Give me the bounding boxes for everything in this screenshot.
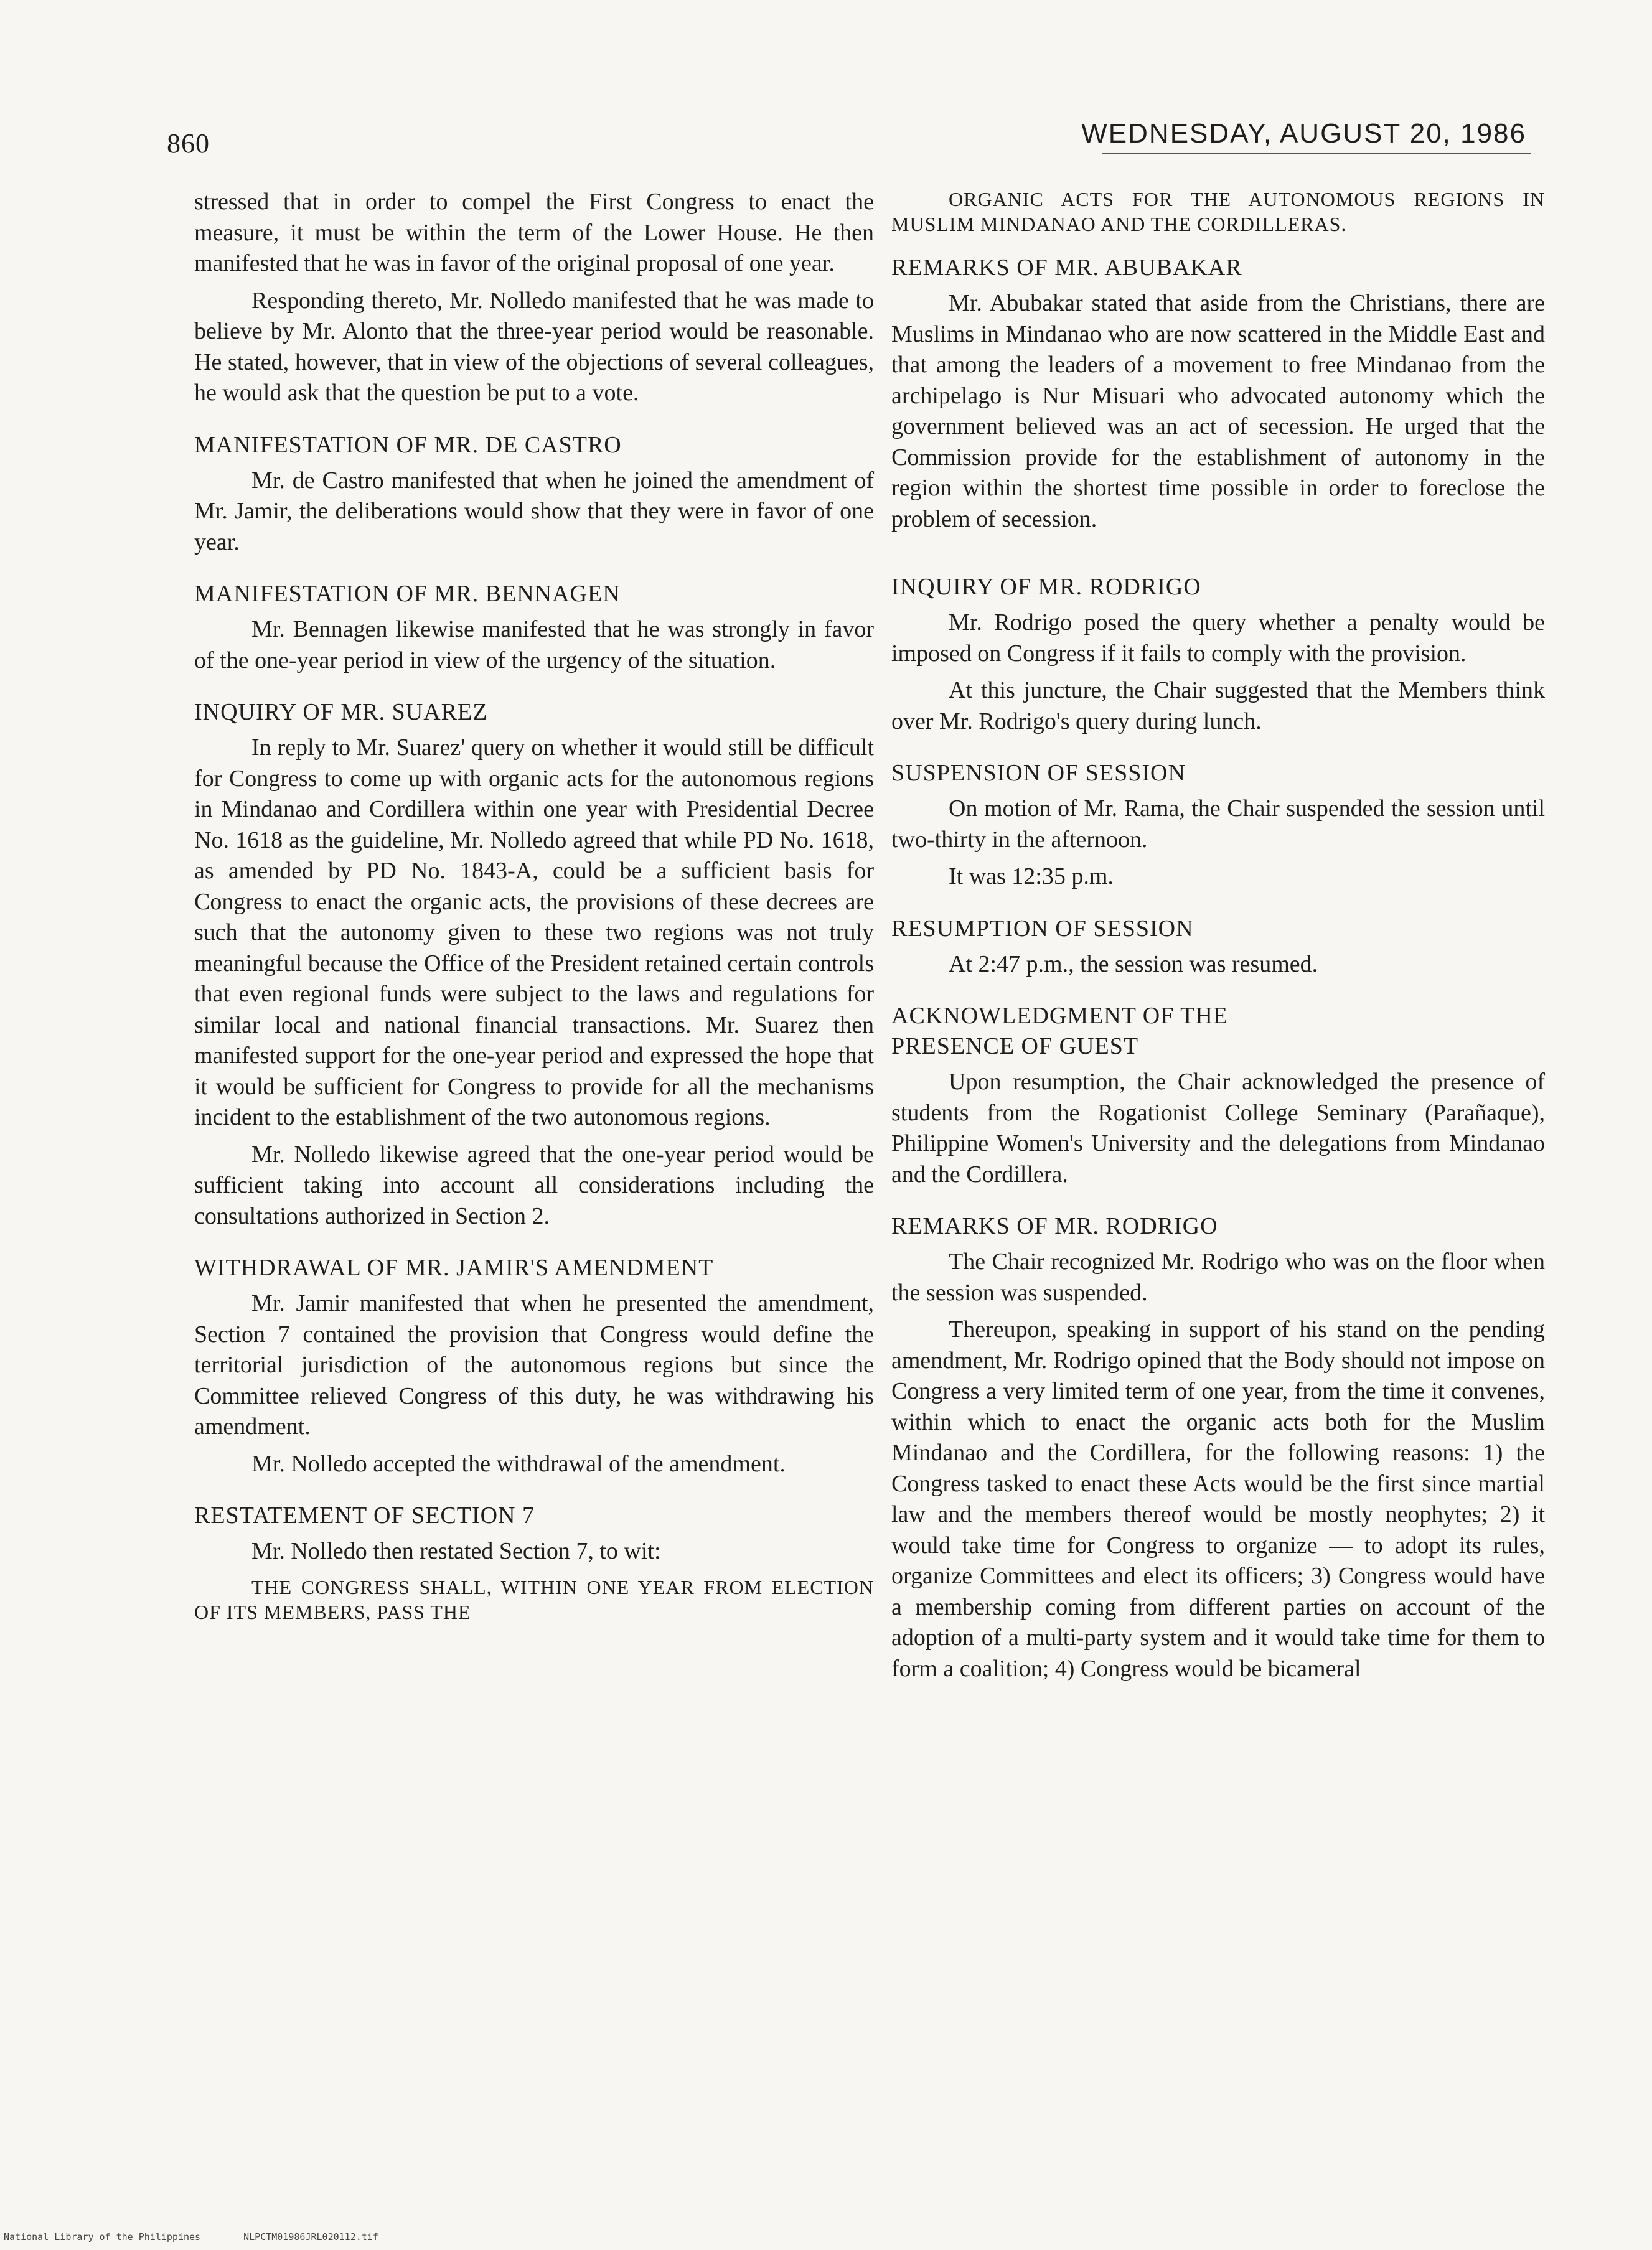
section-heading: MANIFESTATION OF MR. DE CASTRO — [194, 431, 622, 458]
section-heading: ACKNOWLEDGMENT OF THE — [891, 1003, 1229, 1029]
paragraph: stressed that in order to compel the First Congress to enact the measure, it must be within the term of the Lower House. He then manifested that he was in favor of the original proposal of one year. — [194, 189, 874, 276]
section-heading: REMARKS OF MR. RODRIGO — [891, 1213, 1218, 1239]
section-heading: REMARKS OF MR. ABUBAKAR — [891, 255, 1242, 281]
paragraph: It was 12:35 p.m. — [949, 863, 1114, 889]
section-heading: SUSPENSION OF SESSION — [891, 760, 1186, 786]
paragraph: Mr. Nolledo likewise agreed that the one-year period would be sufficient taking into account all considerations including the consultations authorized in Section 2. — [194, 1141, 874, 1229]
section-heading: RESUMPTION OF SESSION — [891, 915, 1194, 942]
page-date: WEDNESDAY, AUGUST 20, 1986 — [1081, 118, 1526, 149]
section-heading: INQUIRY OF MR. RODRIGO — [891, 574, 1201, 600]
section-heading: PRESENCE OF GUEST — [891, 1033, 1139, 1059]
quoted-provision: THE CONGRESS SHALL, WITHIN ONE YEAR FROM ELECTION OF ITS MEMBERS, PASS THE — [194, 1575, 874, 1623]
paragraph: Upon resumption, the Chair acknowledged the presence of students from the Rogationist College Seminary (Parañaque), Philippine Women's University and the delegations from Mindanao and the Cordillera. — [891, 1069, 1545, 1188]
section-heading: RESTATEMENT OF SECTION 7 — [194, 1502, 535, 1529]
section-heading: MANIFESTATION OF MR. BENNAGEN — [194, 581, 621, 607]
paragraph: Mr. Nolledo then restated Section 7, to wit: — [251, 1538, 661, 1564]
paragraph: At this juncture, the Chair suggested that the Members think over Mr. Rodrigo's query during lunch. — [891, 677, 1545, 734]
header-rule — [1102, 153, 1531, 154]
paragraph: Mr. de Castro manifested that when he joined the amendment of Mr. Jamir, the deliberations would show that they were in favor of one year. — [194, 467, 874, 555]
library-credit: National Library of the Philippines — [4, 2231, 201, 2243]
section-heading: INQUIRY OF MR. SUAREZ — [194, 699, 488, 725]
right-column — [891, 187, 1545, 1684]
paragraph: At 2:47 p.m., the session was resumed. — [949, 950, 1318, 977]
paragraph: Responding thereto, Mr. Nolledo manifested that he was made to believe by Mr. Alonto that the three-year period would be reasonable. He stated, however, that in view of the objections of several colleagues, he would ask that the question be put to a vote. — [194, 287, 874, 406]
paragraph: Thereupon, speaking in support of his stand on the pending amendment, Mr. Rodrigo opined that the Body should not impose on Congress a very limited term of one year, from the time it convenes, within which to enact the organic acts both for the Muslim Mindanao and the Cordillera, for the following reasons: 1) the Congress tasked to enact these Acts would be the first since martial law and the members thereof would be mostly neophytes; 2) it would take time for Congress to organize — to adopt its rules, organize Committees and elect its officers; 3) Congress would have a membership coming from different parties on account of the adoption of a multi-party system and it would take time for them to form a coalition; 4) Congress would be bicameral — [891, 1316, 1545, 1682]
scan-footer — [4, 2231, 416, 2243]
paragraph: Mr. Nolledo accepted the withdrawal of the amendment. — [251, 1450, 786, 1477]
paragraph: On motion of Mr. Rama, the Chair suspended the session until two-thirty in the afternoon. — [891, 795, 1545, 853]
file-id: NLPCTM01986JRL020112.tif — [243, 2231, 378, 2243]
quoted-provision: ORGANIC ACTS FOR THE AUTONOMOUS REGIONS IN MUSLIM MINDANAO AND THE CORDILLERAS. — [891, 188, 1545, 235]
page-number: 860 — [167, 128, 210, 159]
left-column — [194, 187, 874, 1624]
paragraph: The Chair recognized Mr. Rodrigo who was on the floor when the session was suspended. — [891, 1249, 1545, 1306]
paragraph: Mr. Jamir manifested that when he presented the amendment, Section 7 contained the provision that Congress would define the territorial jurisdiction of the autonomous regions but since the Committee relieved Congress of this duty, he was withdrawing his amendment. — [194, 1290, 874, 1440]
section-heading: WITHDRAWAL OF MR. JAMIR'S AMENDMENT — [194, 1255, 714, 1281]
paragraph: Mr. Rodrigo posed the query whether a penalty would be imposed on Congress if it fails to comply with the provision. — [891, 609, 1545, 667]
paragraph: Mr. Bennagen likewise manifested that he was strongly in favor of the one-year period in view of the urgency of the situation. — [194, 616, 874, 673]
paragraph: Mr. Abubakar stated that aside from the Christians, there are Muslims in Mindanao who are now scattered in the Middle East and that among the leaders of a movement to free Mindanao from the archipelago is Nur Misuari who advocated autonomy which the government believed was an act of secession. He urged that the Commission provide for the establishment of autonomy in the region within the shortest time possible in order to foreclose the problem of secession. — [891, 290, 1545, 532]
paragraph: In reply to Mr. Suarez' query on whether it would still be difficult for Congress to come up with organic acts for the autonomous regions in Mindanao and Cordillera within one year with Presidential Decree No. 1618 as the guideline, Mr. Nolledo agreed that while PD No. 1618, as amended by PD No. 1843-A, could be a sufficient basis for Congress to enact the organic acts, the provisions of these decrees are such that the autonomy given to these two regions was not truly meaningful because the Office of the President retained certain controls that even regional funds were subject to the laws and regulations for similar local and national financial transactions. Mr. Suarez then manifested support for the one-year period and expressed the hope that it would be sufficient for Congress to provide for all the mechanisms incident to the establishment of the two autonomous regions. — [194, 734, 874, 1130]
